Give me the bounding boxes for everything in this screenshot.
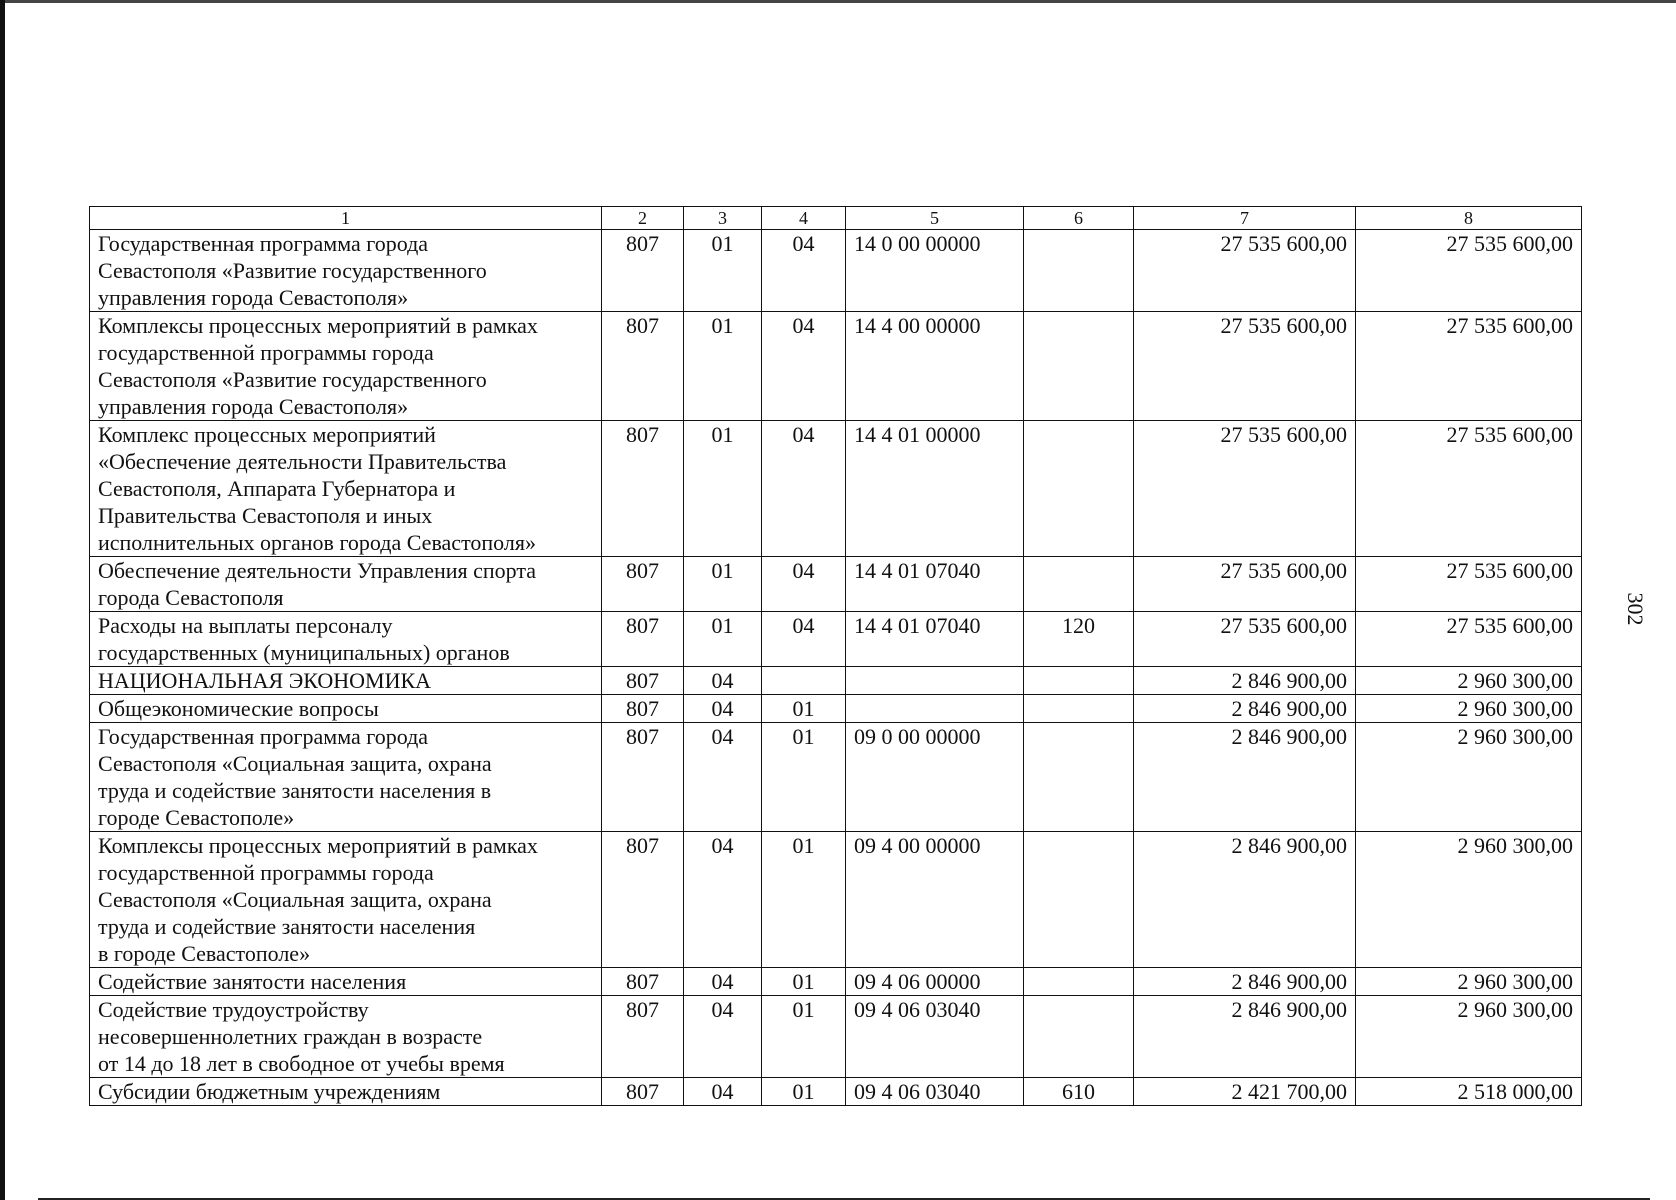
row-col-3-cell: 01 [684,557,762,612]
header-col-4: 4 [762,207,846,230]
row-col-2-cell: 807 [602,557,684,612]
row-col-2-cell: 807 [602,667,684,695]
row-col-6-cell [1024,832,1134,968]
table-row [90,312,1582,421]
row-col-5-cell: 09 4 06 03040 [846,1078,1024,1106]
row-col-2-cell: 807 [602,612,684,667]
budget-table [89,206,1582,1106]
header-col-5: 5 [846,207,1024,230]
row-col-8-cell: 27 535 600,00 [1356,230,1582,312]
row-col-8-cell: 2 960 300,00 [1356,832,1582,968]
row-col-4-cell: 04 [762,421,846,557]
row-name-cell: Комплексы процессных мероприятий в рамках государственной программы города Севастополя «Социальная защита, охрана труда и содействие занятости населения в городе Севастополе» [90,832,602,968]
table-row [90,612,1582,667]
header-col-8: 8 [1356,207,1582,230]
scan-edge-top [0,0,1676,3]
row-name-cell: НАЦИОНАЛЬНАЯ ЭКОНОМИКА [90,667,602,695]
row-col-2-cell: 807 [602,312,684,421]
row-col-3-cell: 04 [684,1078,762,1106]
row-col-3-cell: 01 [684,312,762,421]
row-col-6-cell: 610 [1024,1078,1134,1106]
row-col-4-cell: 01 [762,1078,846,1106]
row-col-7-cell: 27 535 600,00 [1134,421,1356,557]
row-col-7-cell: 2 421 700,00 [1134,1078,1356,1106]
row-name-cell: Обеспечение деятельности Управления спорта города Севастополя [90,557,602,612]
row-col-7-cell: 2 846 900,00 [1134,723,1356,832]
row-col-7-cell: 27 535 600,00 [1134,557,1356,612]
row-col-4-cell: 01 [762,968,846,996]
row-col-6-cell [1024,695,1134,723]
row-name-cell: Государственная программа города Севастополя «Социальная защита, охрана труда и содействие занятости населения в городе Севастополе» [90,723,602,832]
row-col-8-cell: 27 535 600,00 [1356,421,1582,557]
row-col-3-cell: 01 [684,421,762,557]
row-name-cell: Расходы на выплаты персоналу государственных (муниципальных) органов [90,612,602,667]
row-col-6-cell [1024,996,1134,1078]
row-col-4-cell: 01 [762,695,846,723]
row-col-5-cell [846,667,1024,695]
row-col-3-cell: 04 [684,996,762,1078]
header-col-2: 2 [602,207,684,230]
table-row [90,968,1582,996]
row-col-2-cell: 807 [602,421,684,557]
row-name-cell: Содействие трудоустройству несовершеннолетних граждан в возрасте от 14 до 18 лет в свободное от учебы время [90,996,602,1078]
header-col-7: 7 [1134,207,1356,230]
row-col-3-cell: 04 [684,832,762,968]
header-col-3: 3 [684,207,762,230]
row-col-3-cell: 04 [684,695,762,723]
header-row [90,207,1582,230]
row-col-7-cell: 2 846 900,00 [1134,968,1356,996]
row-col-2-cell: 807 [602,695,684,723]
row-col-7-cell: 2 846 900,00 [1134,695,1356,723]
row-col-5-cell: 09 4 06 03040 [846,996,1024,1078]
row-name-cell: Содействие занятости населения [90,968,602,996]
row-col-8-cell: 2 960 300,00 [1356,695,1582,723]
row-col-3-cell: 01 [684,612,762,667]
row-col-5-cell: 14 4 01 00000 [846,421,1024,557]
row-name-cell: Государственная программа города Севастополя «Развитие государственного управления города Севастополя» [90,230,602,312]
row-col-7-cell: 2 846 900,00 [1134,832,1356,968]
row-col-8-cell: 27 535 600,00 [1356,557,1582,612]
table-row [90,667,1582,695]
row-col-6-cell [1024,421,1134,557]
row-col-7-cell: 2 846 900,00 [1134,667,1356,695]
row-name-cell: Общеэкономические вопросы [90,695,602,723]
row-col-3-cell: 04 [684,968,762,996]
row-col-5-cell: 14 4 00 00000 [846,312,1024,421]
row-col-8-cell: 2 960 300,00 [1356,996,1582,1078]
row-col-5-cell: 14 0 00 00000 [846,230,1024,312]
row-col-3-cell: 01 [684,230,762,312]
row-col-4-cell: 04 [762,557,846,612]
row-col-4-cell: 01 [762,723,846,832]
table-row [90,695,1582,723]
header-col-1: 1 [90,207,602,230]
row-name-cell: Комплекс процессных мероприятий «Обеспечение деятельности Правительства Севастополя, Аппарата Губернатора и Правительства Севастополя и иных исполнительных органов города Севастополя» [90,421,602,557]
row-col-4-cell: 04 [762,230,846,312]
row-col-8-cell: 2 518 000,00 [1356,1078,1582,1106]
row-col-4-cell [762,667,846,695]
row-col-6-cell [1024,667,1134,695]
table-body [90,230,1582,1106]
row-col-6-cell [1024,230,1134,312]
row-col-6-cell [1024,557,1134,612]
row-col-6-cell [1024,312,1134,421]
row-col-6-cell: 120 [1024,612,1134,667]
row-col-8-cell: 27 535 600,00 [1356,312,1582,421]
row-col-6-cell [1024,723,1134,832]
row-col-7-cell: 27 535 600,00 [1134,230,1356,312]
row-col-8-cell: 2 960 300,00 [1356,667,1582,695]
row-col-2-cell: 807 [602,968,684,996]
row-col-4-cell: 04 [762,312,846,421]
row-col-5-cell: 09 0 00 00000 [846,723,1024,832]
table-row [90,230,1582,312]
row-col-5-cell: 09 4 00 00000 [846,832,1024,968]
row-col-2-cell: 807 [602,1078,684,1106]
table-row [90,996,1582,1078]
row-col-4-cell: 01 [762,996,846,1078]
table-row [90,421,1582,557]
scan-edge-left [0,0,5,1200]
row-col-5-cell: 14 4 01 07040 [846,557,1024,612]
row-col-3-cell: 04 [684,667,762,695]
header-col-6: 6 [1024,207,1134,230]
row-col-8-cell: 2 960 300,00 [1356,723,1582,832]
row-col-7-cell: 2 846 900,00 [1134,996,1356,1078]
row-col-5-cell: 14 4 01 07040 [846,612,1024,667]
table-row [90,832,1582,968]
row-col-3-cell: 04 [684,723,762,832]
row-col-4-cell: 01 [762,832,846,968]
row-col-5-cell: 09 4 06 00000 [846,968,1024,996]
row-col-8-cell: 27 535 600,00 [1356,612,1582,667]
row-col-6-cell [1024,968,1134,996]
row-col-8-cell: 2 960 300,00 [1356,968,1582,996]
row-col-2-cell: 807 [602,832,684,968]
row-col-2-cell: 807 [602,230,684,312]
row-col-7-cell: 27 535 600,00 [1134,312,1356,421]
table-row [90,557,1582,612]
row-col-5-cell [846,695,1024,723]
page-number: 302 [1623,592,1648,626]
row-col-2-cell: 807 [602,723,684,832]
row-col-7-cell: 27 535 600,00 [1134,612,1356,667]
row-name-cell: Субсидии бюджетным учреждениям [90,1078,602,1106]
row-name-cell: Комплексы процессных мероприятий в рамках государственной программы города Севастополя «Развитие государственного управления города Севастополя» [90,312,602,421]
table-row [90,723,1582,832]
row-col-2-cell: 807 [602,996,684,1078]
row-col-4-cell: 04 [762,612,846,667]
table-row [90,1078,1582,1106]
